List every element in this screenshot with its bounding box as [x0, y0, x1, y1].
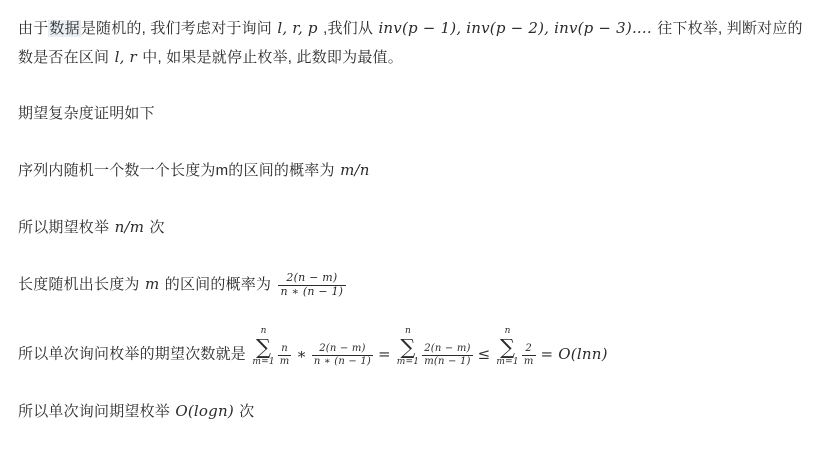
text-fragment: 长度随机出长度为	[18, 276, 144, 293]
math-operator-times: ∗	[296, 344, 307, 363]
fraction-numerator: 2(n − m)	[319, 343, 366, 355]
fraction-denominator: n ∗ (n − 1)	[278, 285, 347, 299]
text-fragment: 所以单次询问枚举的期望次数就是	[18, 345, 251, 363]
paragraph-expected-enumeration	[18, 213, 809, 242]
math-interval-lr: l, r	[114, 48, 137, 66]
sigma-icon: ∑	[500, 334, 516, 359]
spacer	[18, 260, 809, 270]
math-m: m	[144, 275, 160, 293]
fraction-numerator: 2(n − m)	[424, 343, 471, 355]
paragraph-conclusion	[18, 397, 809, 426]
highlighted-text: 数据	[49, 20, 80, 37]
math-query-params: l, r, p	[277, 19, 318, 37]
summation-2	[395, 327, 421, 368]
text-fragment: 往下枚举, 判断对应的数是否在区间	[18, 20, 803, 66]
text-fragment: ,我们从	[318, 20, 378, 37]
summation-3	[494, 327, 520, 368]
text-fragment: 序列内随机一个数一个长度为m的区间的概率为	[18, 162, 340, 179]
sum-upper-limit: n	[504, 326, 511, 337]
sum-upper-limit: n	[260, 326, 267, 337]
fraction-denominator: n ∗ (n − 1)	[313, 355, 372, 367]
fraction-numerator: n	[281, 343, 288, 355]
math-expression-block	[250, 326, 608, 367]
text-fragment: 次	[234, 402, 255, 420]
text-fragment: 所以期望枚举	[18, 219, 114, 236]
paragraph-probability	[18, 156, 809, 185]
fraction-denominator: m	[523, 355, 534, 367]
math-fraction-2-over-m	[521, 343, 537, 367]
summation-1	[250, 327, 276, 368]
paragraph-intro	[18, 14, 809, 72]
spacer	[18, 90, 809, 100]
text-fragment: 中, 如果是就停止枚举, 此数即为最值。	[137, 49, 403, 66]
math-fraction-length-prob	[276, 272, 349, 299]
fraction-denominator: m	[279, 355, 290, 367]
text-fragment: 次	[145, 219, 165, 236]
text-fragment: 所以单次询问期望枚举	[18, 402, 175, 420]
fraction-denominator: m(n − 1)	[424, 355, 471, 367]
fraction-numerator: 2	[525, 343, 532, 355]
sum-lower-limit: m=1	[396, 356, 420, 367]
sum-lower-limit: m=1	[496, 356, 519, 367]
math-ologn: O(logn)	[175, 401, 234, 420]
paragraph-proof-heading: 期望复杂度证明如下	[18, 105, 155, 122]
text-fragment: 是随机的, 我们考虑对于询问	[80, 20, 277, 37]
math-fraction-2nm-over-mn1	[421, 343, 473, 367]
math-inv-sequence: inv(p − 1), inv(p − 2), inv(p − 3)....	[378, 19, 652, 37]
math-operator-equals-1: =	[378, 344, 391, 363]
math-result-olnn: O(lnn)	[558, 344, 608, 363]
fraction-numerator: 2(n − m)	[286, 271, 338, 285]
spacer	[18, 317, 809, 327]
math-fraction-2nm	[311, 343, 374, 367]
text-fragment: 由于	[18, 20, 49, 37]
paragraph-expected-count-formula	[18, 327, 809, 369]
math-operator-equals-2: =	[540, 344, 554, 363]
math-n-over-m: n/m	[114, 218, 145, 236]
spacer	[18, 387, 809, 397]
math-fraction-n-m	[277, 343, 293, 367]
sigma-icon: ∑	[255, 334, 272, 359]
math-m-over-n: m/n	[340, 161, 370, 179]
sigma-icon: ∑	[400, 334, 416, 359]
sum-lower-limit: m=1	[252, 356, 275, 367]
sum-upper-limit: n	[405, 326, 411, 337]
spacer	[18, 146, 809, 156]
spacer	[18, 203, 809, 213]
paragraph-length-probability	[18, 270, 809, 299]
math-operator-leq: ≤	[477, 344, 491, 363]
text-fragment: 的区间的概率为	[160, 276, 276, 293]
